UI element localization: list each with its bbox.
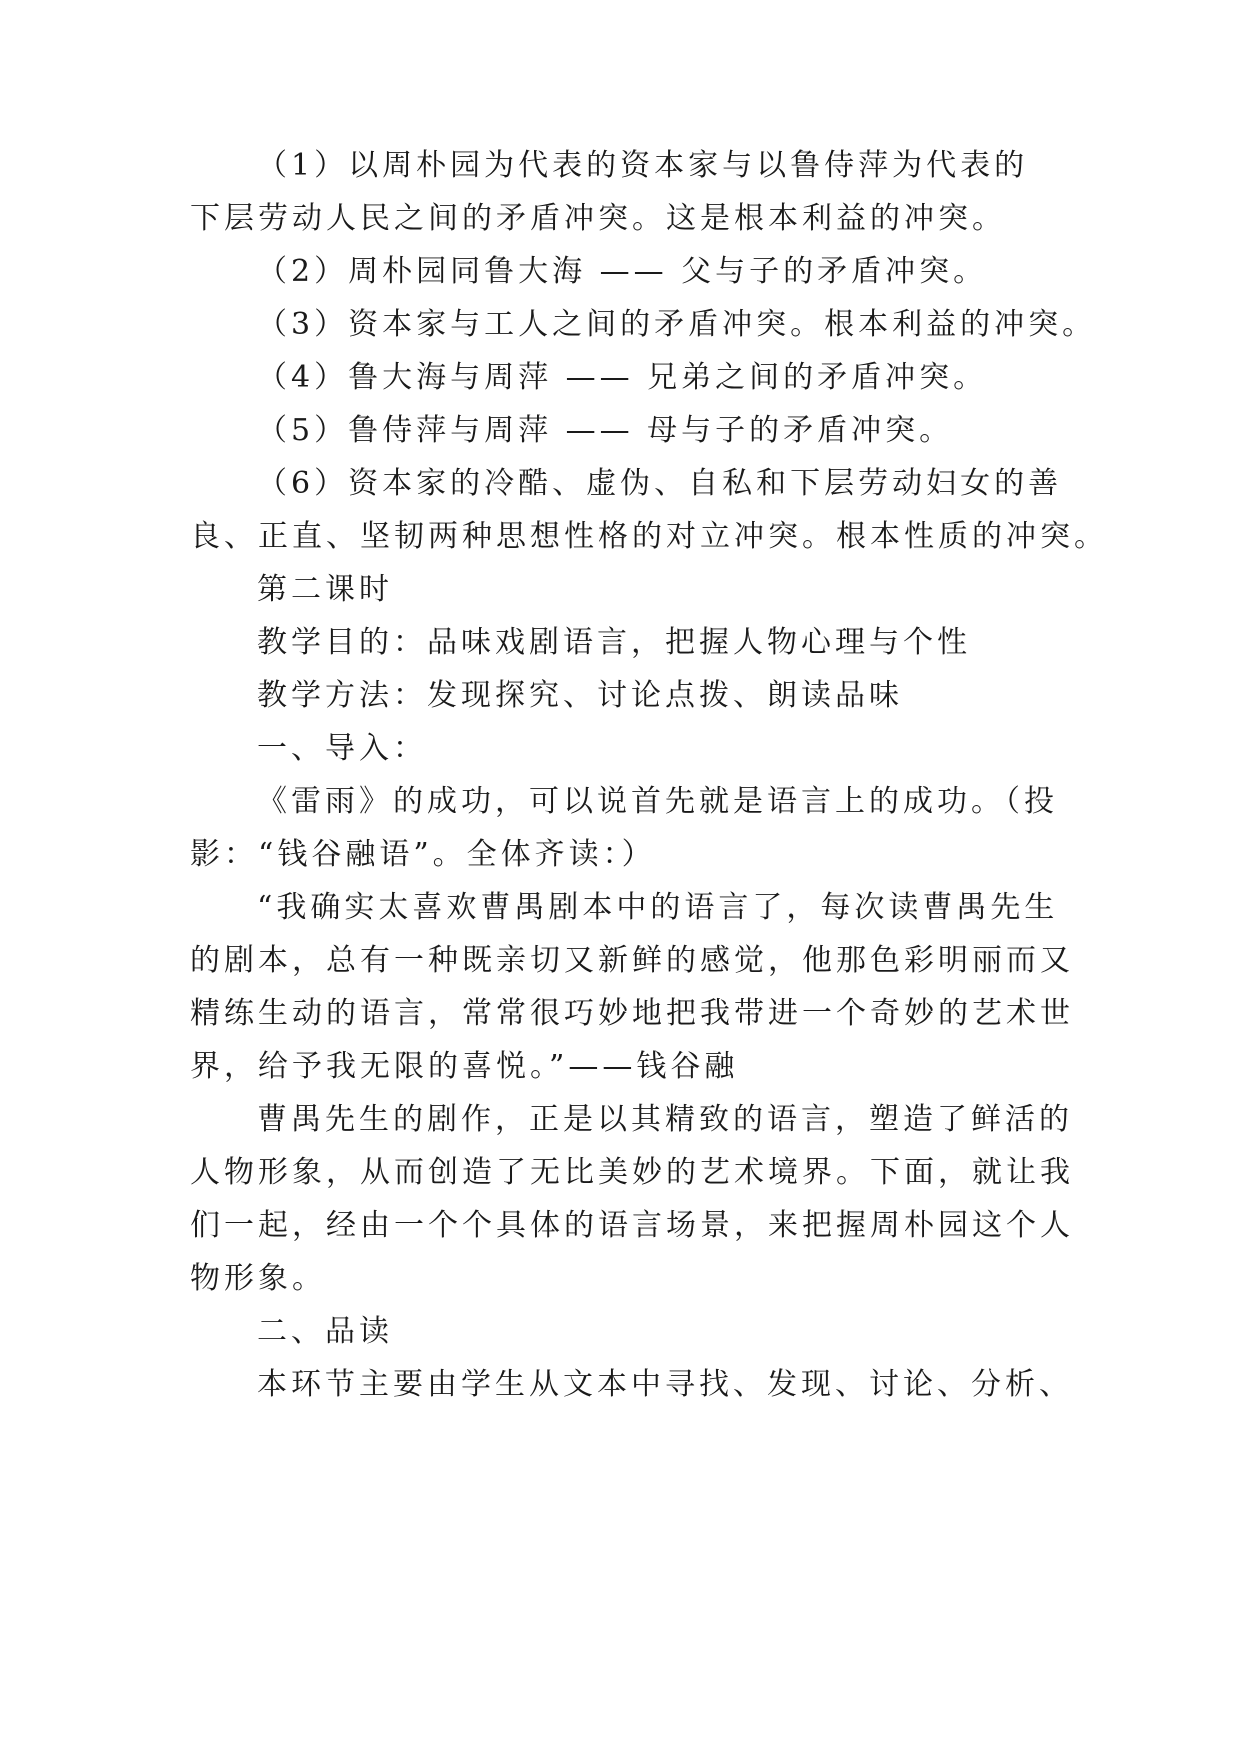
text-line: （5）鲁侍萍与周萍 —— 母与子的矛盾冲突。	[257, 413, 954, 448]
section-heading: 一、导入：	[257, 731, 427, 766]
text-line: 《雷雨》的成功，可以说首先就是语言上的成功。（投	[257, 784, 1058, 819]
text-line: 曹禺先生的剧作，正是以其精致的语言，塑造了鲜活的	[257, 1102, 1073, 1137]
quote-line: 界，给予我无限的喜悦。”——钱谷融	[190, 1049, 739, 1084]
text-line: （3）资本家与工人之间的矛盾冲突。根本利益的冲突。	[257, 307, 1097, 342]
text-line: 教学方法：发现探究、讨论点拨、朗读品味	[257, 678, 903, 713]
quote-line: 的剧本，总有一种既亲切又新鲜的感觉，他那色彩明丽而又	[190, 943, 1074, 978]
text-line: 良、正直、坚韧两种思想性格的对立冲突。根本性质的冲突。	[190, 519, 1108, 554]
text-line: （2）周朴园同鲁大海 —— 父与子的矛盾冲突。	[257, 254, 988, 289]
text-line: 教学目的：品味戏剧语言，把握人物心理与个性	[257, 625, 971, 660]
section-heading: 二、品读	[257, 1314, 393, 1349]
text-line: （1）以周朴园为代表的资本家与以鲁侍萍为代表的	[257, 148, 1029, 183]
quote-line: 精练生动的语言，常常很巧妙地把我带进一个奇妙的艺术世	[190, 996, 1074, 1031]
text-line: 影：“钱谷融语”。全体齐读：）	[190, 837, 656, 872]
text-line: 物形象。	[190, 1261, 326, 1296]
text-line: 下层劳动人民之间的矛盾冲突。这是根本利益的冲突。	[190, 201, 1006, 236]
text-line: （6）资本家的冷酷、虚伪、自私和下层劳动妇女的善	[257, 466, 1063, 501]
quote-line: “我确实太喜欢曹禺剧本中的语言了，每次读曹禺先生	[257, 890, 1059, 925]
text-line: 人物形象，从而创造了无比美妙的艺术境界。下面，就让我	[190, 1155, 1074, 1190]
section-heading: 第二课时	[257, 572, 393, 607]
text-line: 们一起，经由一个个具体的语言场景，来把握周朴园这个人	[190, 1208, 1074, 1243]
text-line: （4）鲁大海与周萍 —— 兄弟之间的矛盾冲突。	[257, 360, 988, 395]
text-line: 本环节主要由学生从文本中寻找、发现、讨论、分析、	[257, 1367, 1073, 1402]
